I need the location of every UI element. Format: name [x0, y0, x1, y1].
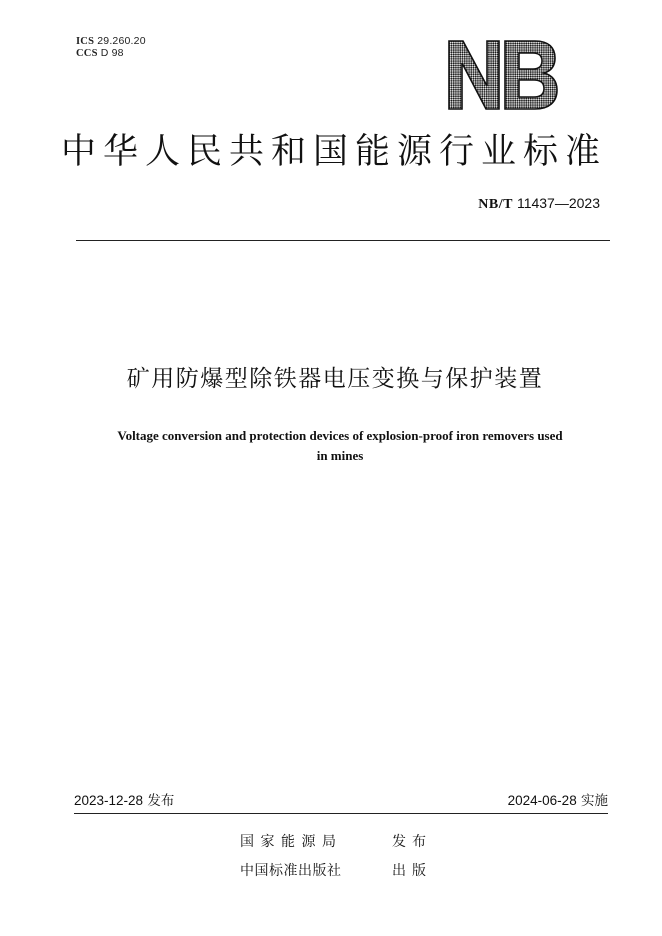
document-title-english-line-2: in mines	[316, 448, 364, 463]
publisher-row	[240, 861, 432, 881]
document-title-english	[70, 426, 610, 466]
document-title-chinese: 矿用防爆型除铁器电压变换与保护装置	[126, 366, 544, 392]
ccs-code	[76, 47, 124, 60]
standard-prefix: NB/T	[478, 197, 513, 212]
ccs-label: CCS	[76, 48, 98, 59]
issuer-name: 国家能源局	[240, 834, 343, 850]
document-title-english-line-1: Voltage conversion and protection devices of explosion-proof iron removers used	[117, 428, 563, 443]
ics-label: ICS	[76, 36, 95, 47]
ccs-value: D 98	[100, 47, 124, 59]
implement-date-value: 2024-06-28	[507, 793, 577, 808]
issuer-row	[240, 832, 432, 852]
publish-date-value: 2023-12-28	[74, 793, 144, 808]
bottom-divider	[74, 813, 608, 814]
org-title: 中华人民共和国能源行业标准	[60, 132, 607, 172]
standard-number	[478, 194, 600, 214]
issuer-role: 发布	[392, 834, 432, 850]
implement-date	[508, 792, 608, 810]
publisher-role: 出版	[392, 863, 432, 879]
publish-date	[74, 792, 174, 810]
implement-date-label: 实施	[581, 793, 608, 809]
nb-logo	[446, 38, 560, 112]
top-divider	[76, 240, 610, 241]
publisher-name: 中国标准出版社	[240, 863, 342, 879]
ics-value: 29.260.20	[97, 35, 146, 47]
standard-code: 11437—2023	[516, 195, 600, 211]
publish-date-label: 发布	[147, 793, 175, 809]
